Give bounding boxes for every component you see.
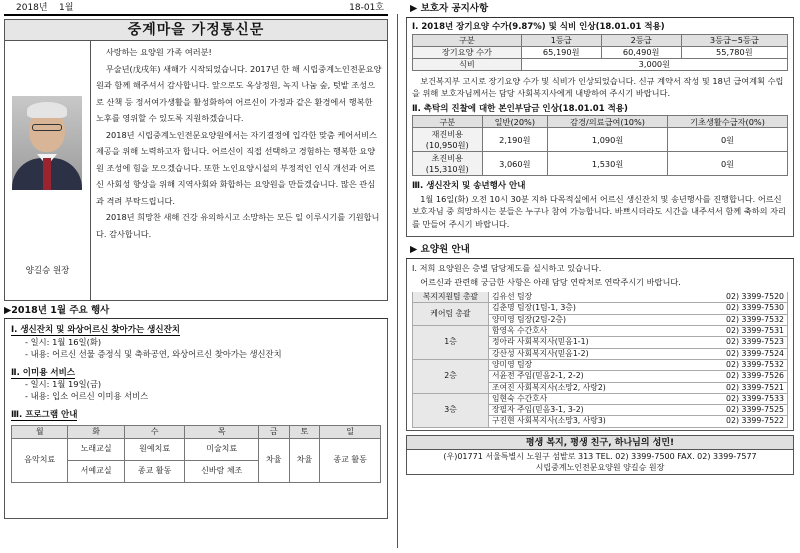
contact-phone: 02) 3399-7520 — [698, 292, 788, 303]
fee-cell: 장기요양 수가 — [413, 46, 522, 58]
contact-name: 김춘명 팀장(1팀-1, 3층) — [489, 303, 698, 314]
program-cell: 신바람 체조 — [185, 460, 258, 482]
director-caption: 양길승 원장 — [25, 266, 70, 276]
contact-table — [412, 292, 788, 428]
contact-phone: 02) 3399-7533 — [698, 393, 788, 404]
program-cell: 서예교실 — [68, 460, 124, 482]
fee-header: 2등급 — [601, 34, 681, 46]
contact-phone: 02) 3399-7530 — [698, 303, 788, 314]
contact-phone: 02) 3399-7526 — [698, 371, 788, 382]
fee-note: 보건복지부 고시로 장기요양 수가 및 식비가 인상되었습니다. 신규 계약서 작성 및 18년 급여계획 수립을 위해 보호자님께서는 담당 사회복지사에게 내방하여 주시기 바랍니다. — [412, 75, 784, 98]
contact-row — [413, 303, 788, 314]
event-desc: - 내용: 어르신 선물 증정식 및 축하공연, 와상어르신 찾아가는 생신잔치 — [25, 348, 282, 359]
contact-name: 서윤전 주임(믿음2-1, 2-2) — [489, 371, 698, 382]
program-cell: 원예치료 — [124, 438, 185, 460]
contact-group: 케어팀 총괄 — [413, 303, 489, 326]
contact-phone: 02) 3399-7523 — [698, 337, 788, 348]
contact-group: 복지지원팀 총괄 — [413, 292, 489, 303]
notice-section — [406, 18, 794, 237]
fee-cell: 3,000원 — [521, 58, 787, 70]
day-header: 목 — [185, 425, 258, 438]
fee-cell: 60,490원 — [601, 46, 681, 58]
event-heading-program: Ⅲ. 프로그램 안내 — [11, 410, 78, 421]
guide-section — [406, 259, 794, 431]
program-cell: 종교 활동 — [124, 460, 185, 482]
day-header: 월 — [12, 425, 68, 438]
address-line: (우)01771 서울특별시 노원구 섬밭로 313 TEL. 02) 3399-7500 FAX. 02) 3399-7577 — [443, 451, 757, 461]
program-cell: 종교 활동 — [320, 438, 381, 482]
day-header: 금 — [258, 425, 289, 438]
contact-name: 장필자 주임(믿음3-1, 3-2) — [489, 405, 698, 416]
newsletter-title: 중계마을 가정통신문 — [4, 19, 388, 41]
address-line: 시립중계노인전문요양원 양길승 원장 — [535, 462, 665, 472]
day-header: 수 — [124, 425, 185, 438]
contact-row — [413, 292, 788, 303]
contact-name: 구진현 사회복지사(소망3, 사랑3) — [489, 416, 698, 427]
column-divider — [397, 14, 398, 548]
header-issue-number: 18-01호 — [349, 3, 384, 13]
greeting-section — [4, 41, 388, 301]
birthday-heading: Ⅲ. 생신잔치 및 송년행사 안내 — [412, 181, 526, 192]
header-year: 2018년 — [16, 3, 48, 13]
contact-name: 강산성 사회복지사(믿음1-2) — [489, 348, 698, 359]
contact-name: 임현숙 수간호사 — [489, 393, 698, 404]
day-header: 일 — [320, 425, 381, 438]
contact-phone: 02) 3399-7532 — [698, 314, 788, 325]
program-cell: 미술치료 — [185, 438, 258, 460]
greeting-paragraph: 사랑하는 요양원 가족 여러분! — [105, 47, 212, 57]
contact-phone: 02) 3399-7532 — [698, 359, 788, 370]
contact-group: 3층 — [413, 393, 489, 427]
fee-header: 구분 — [413, 34, 522, 46]
copay-cell: 2,190원 — [482, 128, 548, 152]
copay-cell: 3,060원 — [482, 152, 548, 176]
copay-heading: Ⅱ. 촉탁의 진찰에 대한 본인부담금 인상(18.01.01 적용) — [412, 103, 628, 114]
program-cell: 음악치료 — [12, 438, 68, 482]
director-photo — [12, 96, 82, 190]
event-date: - 일시: 1월 16일(화) — [25, 336, 102, 347]
contact-name: 조여진 사회복지사(소망2, 사랑2) — [489, 382, 698, 393]
contact-row — [413, 359, 788, 370]
program-cell: 노래교실 — [68, 438, 124, 460]
contact-name: 김유선 팀장 — [489, 292, 698, 303]
contact-name: 함영옥 수간호사 — [489, 326, 698, 337]
contact-row — [413, 326, 788, 337]
contact-group: 2층 — [413, 359, 489, 393]
copay-cell: 0원 — [668, 128, 788, 152]
fee-cell: 55,780원 — [681, 46, 787, 58]
copay-cell: 1,530원 — [548, 152, 668, 176]
copay-row-label: 초진비용 (15,310원) — [413, 152, 483, 176]
notice-title: ▶ 보호자 공지사항 — [406, 0, 794, 18]
right-column — [406, 0, 794, 475]
greeting-text — [91, 41, 387, 300]
greeting-paragraph: 2018년 시립중계노인전문요양원에서는 자기결정에 입각한 맞춤 케어서비스 제공을 위해 노력하고자 합니다. 어르신이 직접 선택하고 경험하는 행복한 요양원 조성에 힘을 모으겠습니다. 또한 노인요양시설의 부정적인 인식 개선과 어르신 사회성 향상을 위해 지역사회와 화합하는 요양원을 만들겠습니다. 많은 관심과 격려 부탁드립니다. — [96, 129, 377, 206]
motto-banner: 평생 복지, 평생 친구, 하나님의 성민! — [406, 435, 794, 450]
greeting-paragraph: 2018년 희망찬 새해 건강 유의하시고 소망하는 모든 일 이루시기를 기원합니다. 감사합니다. — [96, 212, 380, 239]
greeting-paragraph: 무술년(戊戌年) 새해가 시작되었습니다. 2017년 한 해 시립중계노인전문요양원과 함께 해주셔서 감사합니다. 앞으로도 옥상정원, 녹지 나눔 숲, 텃밭 조성으로 산책 등 정서여가생활을 활성화하여 어르신이 가정과 같은 환경에서 행복한 노후를 영위할 수 있도록 지원하겠습니다. — [96, 63, 382, 123]
day-header: 화 — [68, 425, 124, 438]
newsletter-header — [4, 0, 388, 16]
fee-header: 3등급~5등급 — [681, 34, 787, 46]
fee-heading: Ⅰ. 2018년 장기요양 수가(9.87%) 및 식비 인상(18.01.01 적용) — [412, 21, 665, 32]
fee-table — [412, 34, 788, 71]
copay-header: 기초생활수급자(0%) — [668, 116, 788, 128]
copay-header: 감경/의료급여(10%) — [548, 116, 668, 128]
copay-header: 일반(20%) — [482, 116, 548, 128]
contact-group: 1층 — [413, 326, 489, 360]
program-cell: 차율 — [258, 438, 289, 482]
birthday-text: 1월 16일(화) 오전 10시 30분 지하 다목적실에서 어르신 생신잔치 및 송년행사를 진행합니다. 어르신 보호자님 중 희망하시는 분들은 누구나 참여 가능합니다. 바쁘시더라도 시간을 내주셔서 함께 축하의 자리를 만들어 주시기 바랍니다. — [412, 193, 786, 229]
copay-cell: 1,090원 — [548, 128, 668, 152]
events-section — [4, 319, 388, 519]
guide-line: Ⅰ. 저희 요양원은 층별 담당제도를 실시하고 있습니다. — [412, 263, 602, 274]
director-photo-box — [5, 41, 91, 300]
header-month: 1월 — [59, 3, 74, 13]
copay-row-label: 재진비용 (10,950원) — [413, 128, 483, 152]
address-footer — [406, 450, 794, 475]
program-table — [11, 425, 381, 483]
event-heading-birthday: Ⅰ. 생신잔치 및 와상어르신 찾아가는 생신잔치 — [11, 324, 180, 335]
day-header: 토 — [289, 425, 320, 438]
left-column — [4, 0, 388, 519]
guide-line: 어르신과 관련해 궁금한 사항은 아래 담당 연락처로 연락주시기 바랍니다. — [420, 276, 681, 287]
contact-phone: 02) 3399-7524 — [698, 348, 788, 359]
fee-cell: 식비 — [413, 58, 522, 70]
contact-row — [413, 393, 788, 404]
guide-title: ▶ 요양원 안내 — [406, 241, 794, 259]
fee-header: 1등급 — [521, 34, 601, 46]
copay-header: 구분 — [413, 116, 483, 128]
contact-name: 정아라 사회복지사(믿음1-1) — [489, 337, 698, 348]
event-date: - 일시: 1월 19일(금) — [25, 379, 102, 390]
copay-cell: 0원 — [668, 152, 788, 176]
contact-name: 양미영 팀장(2팀-2층) — [489, 314, 698, 325]
event-heading-hair: Ⅱ. 이미용 서비스 — [11, 367, 76, 378]
contact-name: 양미영 팀장 — [489, 359, 698, 370]
copay-table — [412, 115, 788, 176]
program-cell: 차율 — [289, 438, 320, 482]
contact-phone: 02) 3399-7522 — [698, 416, 788, 427]
event-desc: - 내용: 입소 어르신 이미용 서비스 — [25, 391, 149, 402]
contact-phone: 02) 3399-7521 — [698, 382, 788, 393]
contact-phone: 02) 3399-7525 — [698, 405, 788, 416]
fee-cell: 65,190원 — [521, 46, 601, 58]
contact-phone: 02) 3399-7531 — [698, 326, 788, 337]
events-title: ▶2018년 1월 주요 행사 — [4, 305, 388, 319]
